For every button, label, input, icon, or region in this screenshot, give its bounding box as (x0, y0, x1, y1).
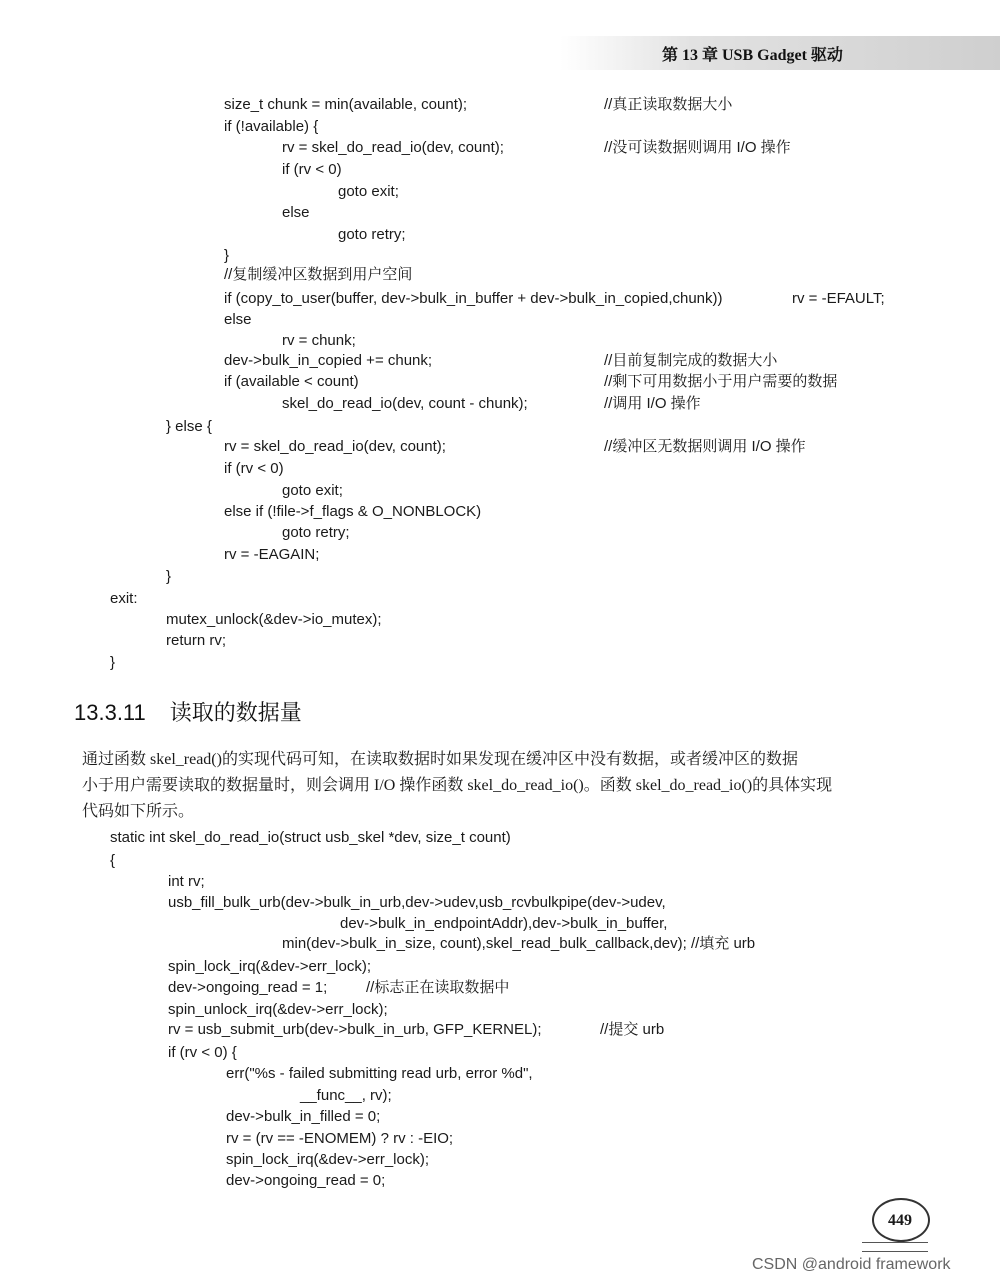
read-code-line: rv = skel_do_read_io(dev, count); (224, 438, 446, 455)
read-code-line: } else { (166, 418, 212, 435)
paragraph-line: 通过函数 skel_read()的实现代码可知，在读取数据时如果发现在缓冲区中没有数据，或者缓冲区的数据 (82, 751, 798, 768)
read-code-line: goto exit; (338, 183, 399, 200)
do-read-io-code-line: min(dev->bulk_in_size, count),skel_read_bulk_callback,dev); //填充 urb (282, 935, 756, 952)
read-code-line: rv = chunk; (282, 332, 356, 349)
read-code-line: goto exit; (282, 482, 343, 499)
read-code-comment: //目前复制完成的数据大小 (604, 352, 778, 369)
watermark: CSDN @android framework (752, 1256, 951, 1273)
read-code-line: //复制缓冲区数据到用户空间 (224, 266, 413, 283)
do-read-io-code-line: dev->ongoing_read = 1; (168, 979, 328, 996)
do-read-io-code-line: spin_lock_irq(&dev->err_lock); (226, 1151, 429, 1168)
paragraph-line: 小于用户需要读取的数据量时，则会调用 I/O 操作函数 skel_do_read_io()。函数 skel_do_read_io()的具体实现 (82, 777, 833, 794)
read-code-line: return rv; (166, 632, 227, 649)
read-code-line: if (copy_to_user(buffer, dev->bulk_in_buffer + dev->bulk_in_copied,chunk)) (224, 290, 723, 307)
read-code-line: if (rv < 0) (224, 460, 284, 477)
read-code-line: } (166, 568, 172, 585)
do-read-io-code-line: dev->ongoing_read = 0; (226, 1172, 386, 1189)
read-code-comment: rv = -EFAULT; (792, 290, 885, 307)
do-read-io-code-line: usb_fill_bulk_urb(dev->bulk_in_urb,dev->udev,usb_rcvbulkpipe(dev->udev, (168, 894, 666, 911)
read-code-comment: //没可读数据则调用 I/O 操作 (604, 139, 791, 156)
do-read-io-code-line: dev->bulk_in_endpointAddr),dev->bulk_in_buffer, (340, 915, 668, 932)
section-heading (74, 696, 302, 727)
page-number: 449 (888, 1212, 912, 1229)
page-number-rule (862, 1242, 928, 1252)
do-read-io-code-line: __func__, rv); (300, 1087, 392, 1104)
read-code-line: if (available < count) (224, 373, 359, 390)
do-read-io-code-line: spin_unlock_irq(&dev->err_lock); (168, 1001, 388, 1018)
read-code-line: exit: (110, 590, 138, 607)
read-code-line: if (rv < 0) (282, 161, 342, 178)
do-read-io-code-line: err("%s - failed submitting read urb, error %d", (226, 1065, 533, 1082)
section-number: 13.3.11 (74, 700, 146, 725)
do-read-io-code-line: if (rv < 0) { (168, 1044, 237, 1061)
read-code-comment: //剩下可用数据小于用户需要的数据 (604, 373, 838, 390)
paragraph-line: 代码如下所示。 (82, 803, 195, 820)
do-read-io-code-line: { (110, 852, 116, 869)
read-code-line: goto retry; (282, 524, 350, 541)
do-read-io-code-line: dev->bulk_in_filled = 0; (226, 1108, 381, 1125)
read-code-line: else (224, 311, 252, 328)
do-read-io-code-comment: //标志正在读取数据中 (366, 979, 510, 996)
read-code-line: if (!available) { (224, 118, 319, 135)
read-code-line: } (224, 247, 230, 264)
read-code-comment: //缓冲区无数据则调用 I/O 操作 (604, 438, 806, 455)
read-code-line: else (282, 204, 310, 221)
read-code-line: rv = -EAGAIN; (224, 546, 320, 563)
do-read-io-code-line: rv = (rv == -ENOMEM) ? rv : -EIO; (226, 1130, 454, 1147)
read-code-line: mutex_unlock(&dev->io_mutex); (166, 611, 382, 628)
do-read-io-code-line: int rv; (168, 873, 205, 890)
read-code-line: } (110, 654, 116, 671)
chapter-header: 第 13 章 USB Gadget 驱动 (662, 47, 843, 64)
do-read-io-code-line: static int skel_do_read_io(struct usb_skel *dev, size_t count) (110, 829, 511, 846)
do-read-io-code-line: rv = usb_submit_urb(dev->bulk_in_urb, GFP_KERNEL); (168, 1021, 542, 1038)
section-title: 读取的数据量 (169, 700, 302, 725)
do-read-io-code-line: spin_lock_irq(&dev->err_lock); (168, 958, 371, 975)
do-read-io-code-comment: //提交 urb (600, 1021, 665, 1038)
read-code-line: skel_do_read_io(dev, count - chunk); (282, 395, 528, 412)
read-code-line: else if (!file->f_flags & O_NONBLOCK) (224, 503, 482, 520)
read-code-line: dev->bulk_in_copied += chunk; (224, 352, 433, 369)
read-code-line: rv = skel_do_read_io(dev, count); (282, 139, 504, 156)
read-code-comment: //真正读取数据大小 (604, 96, 733, 113)
read-code-comment: //调用 I/O 操作 (604, 395, 701, 412)
read-code-line: size_t chunk = min(available, count); (224, 96, 468, 113)
read-code-line: goto retry; (338, 226, 406, 243)
